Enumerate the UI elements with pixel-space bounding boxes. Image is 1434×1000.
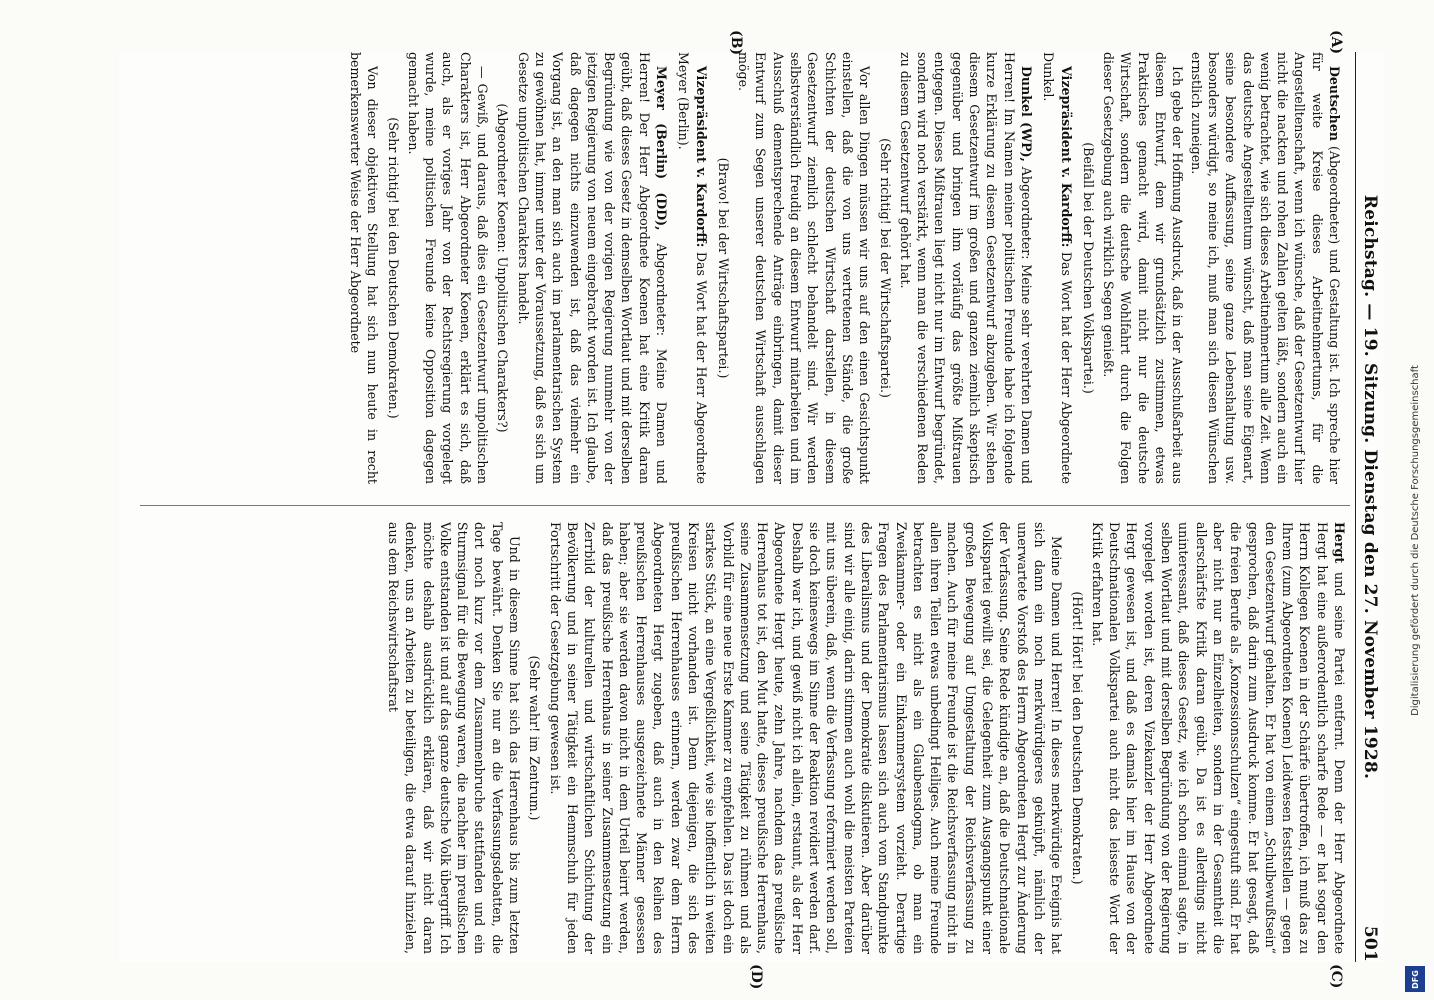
interjection [526, 522, 543, 954]
speaker-paragraph [1040, 52, 1075, 484]
interjection [715, 52, 732, 484]
interjection [876, 52, 893, 484]
speaker-name: Hergt [1332, 522, 1347, 564]
paragraph-text: (Hört! Hört! bei den Deutschen Demokraten.) [1069, 591, 1085, 885]
paragraph-text: und seine Partei entfernt. Denn der Herr Abgeordnete Hergt hat eine außerordentlich scharfe Rede — er hat sogar den Herrn Kollegen Koenen in der Schärfe übertroffen, ich muß das zu Ihrem (zum Abgeordneten Koenen) Leidwesen feststellen — gegen den Gesetzentwurf gehalten. Er hat von einem „Schulbewußtsein“ gesprochen, daß darin zum Ausdruck komme. Er hat gesagt, daß die freien Berufe als „Konzessionsschulzen“ eingestuft sind. Er hat aber nicht nur an Einzelheiten, sondern in der Gesamtheit die allerschärfste Kritik daran geübt. Da ist es allerdings nicht uninteressant, daß dieses Gesetz, wie ich schon einmal sagte, in selben Wortlaut und mit derselben Begründung von der Regierung vorgelegt worden ist, deren Vizekanzler der Herr Abgeordnete Hergt gewesen ist, und daß es damals hier im Hause von der Deutschnationalen Volkspartei auch nicht das leiseste Wort der Kritik erfahren hat. [1089, 522, 1347, 954]
document-page [119, 30, 1384, 990]
speaker-name: Vizepräsident v. Kardorff: [1058, 66, 1074, 248]
right-text-column [138, 522, 1348, 954]
paragraph-text: (Sehr richtig! bei der Wirtschaftspartei.) [877, 138, 893, 398]
paragraph [735, 52, 873, 484]
digitization-credit-text: Digitalisierung gefördert durch die Deutsche Forschungsgemeinschaft [1409, 364, 1421, 716]
paragraph [546, 522, 1065, 954]
speaker-name: Vizepräsident v. Kardorff: [693, 66, 709, 248]
page-header [1355, 52, 1384, 962]
paragraph [1089, 522, 1348, 954]
paragraph-text: (Abgeordneter Koenen: Unpolitischen Charakters?) [495, 103, 511, 433]
digitization-credit [1400, 90, 1430, 990]
paragraph-text: Das Wort hat der Herr Abgeordnete Dunkel. [1041, 52, 1074, 484]
paragraph-text: Und in diesem Sinne hat sich das Herrenhaus bis zum letzten Tage bewährt. Denken Sie nur an die Verfassungsdebatten, die dort noch kurz vor dem Zusammenbruche stattfanden und ein Sturmsignal für die Bewegung waren, die nachher im preußischen Volke entstanden ist und auf das ganze deutsche Volk übergriff. Ich möchte deshalb ausdrücklich erklären, daß wir nicht daran denken, uns an Arbeiten zu beteiligen, die etwa darauf hinzielen, aus dem Reichswirtschaftsrat [385, 522, 523, 954]
interjection [494, 52, 511, 484]
paragraph [405, 52, 491, 484]
paragraph [347, 52, 382, 484]
paragraph [1100, 52, 1186, 484]
speaker-name: Deutschen [1327, 66, 1342, 141]
margin-marker-c: (C) [1328, 964, 1344, 989]
paragraph-text: — Gewiß, und daraus, daß dies ein Gesetzentwurf unpolitischen Charakters ist, Herr Abgeordneter Koenen, erklärt es sich, daß auch, als er voriges Jahr von der Rechtsregierung vorgelegt wurde, meine politischen Freunde keine Opposition dagegen gemacht haben. [405, 52, 491, 484]
page-header-title: Reichstag. — 19. Sitzung. Dienstag den 27. November 1928. [1360, 194, 1380, 780]
paragraph-text: (Bravo! bei der Wirtschaftspartei.) [715, 157, 731, 379]
dfg-logo [1405, 966, 1425, 992]
interjection [1068, 522, 1085, 954]
paragraph-text: (Abgeordneter) und Gestaltung ist. Ich spreche hier für weite Kreise dieses Arbeitnehmertums, für die Angestelltenschaft, wenn ich wünsche, daß der Gesetzentwurf hier nicht die nackten und rohen Zahlen gelten läßt, sondern auch ein wenig betrachtet, wie sich dieses Arbeitnehmertum alle Zeit. Wenn das deutsche Angestelltentum wünscht, daß man seine Eigenart, seine besondere Auffassung, seine ganze Lebenshaltung usw. besonders würdigt, so meine ich, muß man sich diesen Wünschen ernstlich zuneigen. [1188, 52, 1342, 484]
page-number: 501 [1360, 925, 1380, 962]
paragraph-text: Abgeordneter: Meine Damen und Herren! Der Herr Abgeordnete Koenen hat eine Kritik daran geübt, daß dieses Gesetz in demselben Wortlaut und mit derselben Begründung wie von der vorigen Regierung nunmehr von der jetzigen Regierung von neuem eingebracht worden ist. Ich glaube, daß dagegen nichts einzuwenden ist, daß das vielmehr ein Vorgang ist, an den man sich auch im parlamentarischen System zu gewöhnen hat, immer unter der Voraussetzung, daß es sich um Gesetze unpolitischen Charakters handelt. [515, 52, 670, 484]
column-divider [140, 505, 1350, 506]
paragraph-text: (Sehr wahr! im Zentrum.) [527, 655, 543, 821]
speaker-paragraph [897, 52, 1035, 484]
speaker-name: Dunkel (WP), [1018, 66, 1034, 162]
left-text-column [138, 52, 1348, 484]
dfg-logo-text: DFG [1410, 969, 1420, 989]
margin-marker-d: (D) [748, 964, 764, 990]
paragraph-text: (Beifall bei der Deutschen Volkspartei.) [1080, 142, 1096, 394]
paragraph-text: Abgeordneter: Meine sehr verehrten Damen und Herren! Im Namen meiner politischen Freunde habe ich folgende kurze Erklärung zu diesem Gesetzentwurf abzugeben. Wir stehen diesem Gesetzentwurf im großen und ganzen ziemlich skeptisch gegenüber und bringen ihm vorläufig das größte Mißtrauen entgegen. Dieses Mißtrauen liegt nicht nur im Entwurf begründet, sondern wird noch verstärkt, wenn man die verschiedenen Reden zu diesem Gesetzentwurf gehört hat. [897, 52, 1034, 484]
paragraph [385, 522, 523, 954]
paragraph-text: Das Wort hat der Herr Abgeordnete Meyer (Berlin). [676, 52, 709, 484]
interjection [1080, 52, 1097, 484]
interjection [384, 52, 401, 484]
paragraph-text: Vor allen Dingen müssen wir uns auf den einen Gesichtspunkt einstellen, daß die von uns vertretenen Stände, die große Schichten der deutschen Wirtschaft darstellen, in diesem Gesetzentwurf ziemlich schlecht behandelt sind. Wir werden selbstverständlich freudig an diesem Entwurf mitarbeiten und im Ausschuß dementsprechende Anträge einbringen, damit dieser Entwurf zum Segen unserer deutschen Wirtschaft ausschlagen möge. [736, 52, 873, 484]
speaker-paragraph [514, 52, 670, 484]
margin-marker-b: (B) [728, 30, 744, 56]
speaker-paragraph [675, 52, 710, 484]
speaker-paragraph [1187, 52, 1343, 484]
paragraph-text: Meine Damen und Herren! In dieses merkwürdige Ereignis hat sich dann ein noch merkwürdigeres geknüpft, nämlich der unerwartete Vorstoß des Herrn Abgeordneten Hergt zur Änderung der Verfassung. Seine Rede kündigte an, daß die Deutschnationale Volkspartei gewillt sei, die Gelegenheit zum Ausgangspunkt einer großen Bewegung auf Umgestaltung der Reichsverfassung zu machen. Auch für meine Freunde ist die Reichsverfassung nicht in allen ihren Teilen etwas unbedingt Heiliges. Auch meine Freunde betrachten es nicht als ein Glaubensdogma, ob man ein Zweikammer- oder ein Einkammersystem vorzieht. Derartige Fragen des Parlamentarismus lassen sich auch vom Standpunkte des Liberalismus und der Demokratie diskutieren. Aber darüber sind wir alle einig, darin stimmen auch wohl die meisten Parteien mit uns überein, daß, wenn die Verfassung reformiert werden soll, sie doch keineswegs im Sinne der Reaktion revidiert werden darf. Deshalb war ich, und gewiß nicht ich allein, erstaunt, als der Herr Abgeordnete Hergt heute, zehn Jahre, nachdem das preußische Herrenhaus tot ist, den Mut hatte, dieses preußische Herrenhaus, seine Zusammensetzung und seine Tätigkeit zu rühmen und als Vorbild für eine neue Erste Kammer zu empfehlen. Das ist doch ein starkes Stück, an eine Vergeßlichkeit, wie sie hoffentlich in weiten Kreisen nicht vorhanden ist. Denn diejenigen, die sich des preußischen Herrenhauses erinnern, werden zwar dem Herrn Abgeordneten Hergt zugeben, daß auch in den Reihen des preußischen Herrenhauses ausgezeichnete Männer gesessen haben; aber sie werden davon nicht in dem Urteil beirrt werden, daß das preußische Herrenhaus in seiner Zusammensetzung ein Zerrbild der kulturellen und wirtschaftlichen Schichtung der Bevölkerung und in seiner Tätigkeit ein Hemmschuh für jeden Fortschritt der Gesetzgebung gewesen ist. [547, 522, 1065, 954]
speaker-name: Meyer (Berlin) (DD), [654, 66, 670, 231]
margin-marker-a: (A) [1328, 30, 1344, 55]
paragraph-text: Von dieser objektiven Stellung hat sich nun heute in recht bemerkenswerter Weise der Herr Abgeordnete [347, 52, 381, 484]
paragraph-text: (Sehr richtig! bei den Deutschen Demokraten.) [385, 117, 401, 419]
paragraph-text: Ich gebe der Hoffnung Ausdruck, daß in der Ausschußarbeit aus diesem Entwurf, dem wir grundsätzlich zustimmen, etwas Praktisches gemacht wird, damit nicht nur die deutsche Wirtschaft, sondern die deutsche Wohlfahrt durch die Folgen dieser Gesetzgebung auch wirklich Segen genießt. [1101, 52, 1186, 484]
